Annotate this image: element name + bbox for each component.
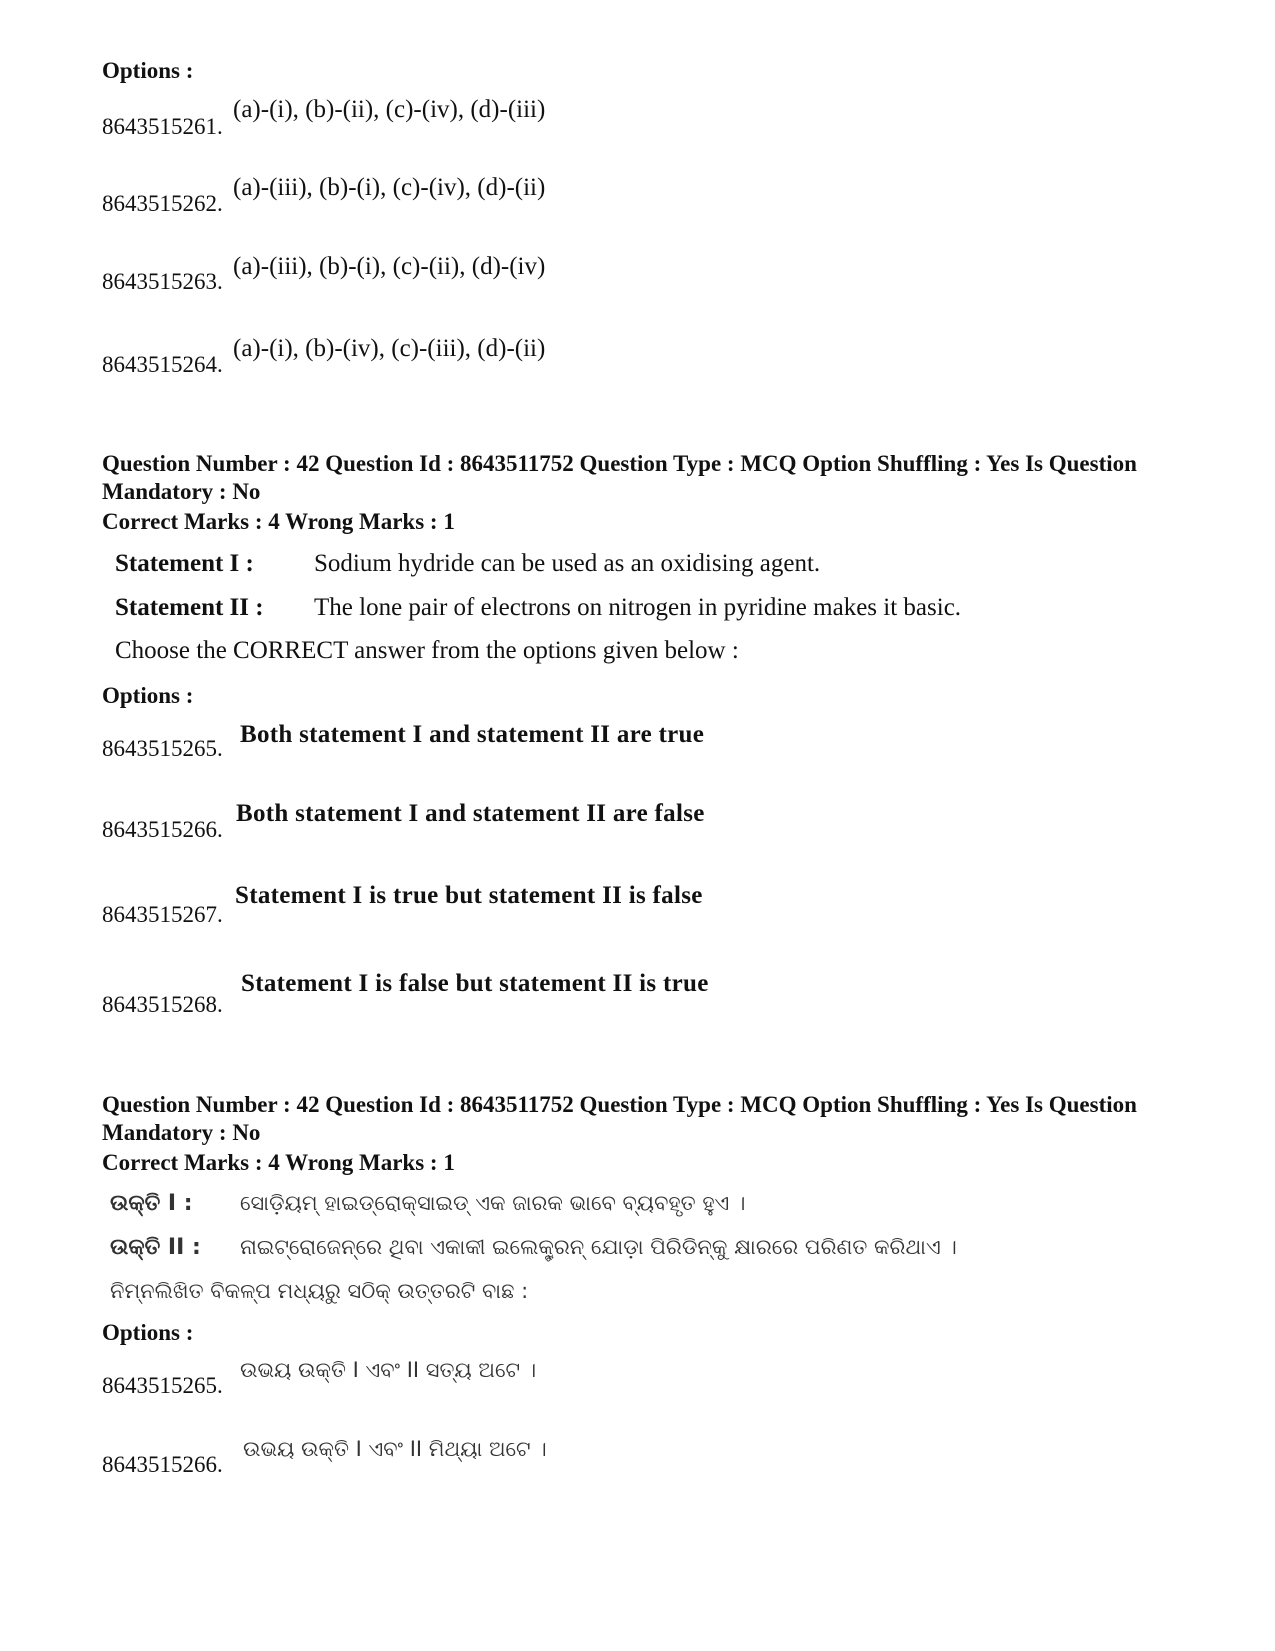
statement-1-text: Sodium hydride can be used as an oxidising agent. bbox=[314, 550, 821, 577]
statement-1-text: ସୋଡ଼ିୟମ୍ ହାଇଡ୍ରୋକ୍ସାଇଡ୍ ଏକ ଜାରକ ଭାବେ ବ୍ୟବହୃତ ହୁଏ । bbox=[240, 1191, 746, 1215]
option-id: 8643515262. bbox=[102, 191, 223, 216]
options-label: Options : bbox=[102, 1320, 194, 1345]
option-text: (a)-(i), (b)-(iv), (c)-(iii), (d)-(ii) bbox=[233, 335, 546, 362]
statement-1 bbox=[115, 550, 1115, 584]
option-text: ଉଭୟ ଉକ୍ତି I ଏବଂ II ସତ୍ୟ ଅଟେ । bbox=[240, 1358, 537, 1382]
statement-1-label: Statement I : bbox=[115, 550, 254, 577]
instruction: ନିମ୍ନଲିଖିତ ବିକଳ୍ପ ମଧ୍ୟରୁ ସଠିକ୍ ଉତ୍ତରଟି ବାଛ : bbox=[110, 1279, 529, 1303]
instruction: Choose the CORRECT answer from the options given below : bbox=[115, 637, 739, 664]
option-id: 8643515266. bbox=[102, 817, 223, 842]
options-label: Options : bbox=[102, 58, 194, 83]
statement-2-label: Statement II : bbox=[115, 594, 264, 621]
option-id: 8643515264. bbox=[102, 352, 223, 377]
option-text: (a)-(i), (b)-(ii), (c)-(iv), (d)-(iii) bbox=[233, 96, 546, 123]
option-id: 8643515266. bbox=[102, 1452, 223, 1477]
option-text: ଉଭୟ ଉକ୍ତି I ଏବଂ II ମିଥ୍ୟା ଅଟେ । bbox=[243, 1437, 547, 1461]
option-id: 8643515265. bbox=[102, 736, 223, 761]
option-text: Both statement I and statement II are false bbox=[236, 800, 705, 827]
statement-2-text: The lone pair of electrons on nitrogen in pyridine makes it basic. bbox=[314, 594, 962, 621]
statement-2 bbox=[110, 1235, 1160, 1267]
question-header: Question Number : 42 Question Id : 8643511752 Question Type : MCQ Option Shuffling : Yes Is Question Mandatory : No bbox=[102, 451, 1137, 504]
option-text: (a)-(iii), (b)-(i), (c)-(ii), (d)-(iv) bbox=[233, 253, 546, 280]
option-text: Statement I is false but statement II is true bbox=[241, 970, 709, 997]
statement-2 bbox=[115, 594, 1115, 628]
option-text: (a)-(iii), (b)-(i), (c)-(iv), (d)-(ii) bbox=[233, 174, 546, 201]
option-id: 8643515261. bbox=[102, 114, 223, 139]
option-id: 8643515267. bbox=[102, 902, 223, 927]
statement-1 bbox=[110, 1191, 1160, 1223]
option-id: 8643515265. bbox=[102, 1373, 223, 1398]
statement-1-label: ଉକ୍ତି I : bbox=[110, 1191, 193, 1216]
option-id: 8643515268. bbox=[102, 992, 223, 1017]
option-text: Statement I is true but statement II is false bbox=[235, 882, 703, 909]
marks-line: Correct Marks : 4 Wrong Marks : 1 bbox=[102, 509, 455, 534]
marks-line: Correct Marks : 4 Wrong Marks : 1 bbox=[102, 1150, 455, 1175]
option-id: 8643515263. bbox=[102, 269, 223, 294]
statement-2-label: ଉକ୍ତି II : bbox=[110, 1235, 201, 1260]
option-text: Both statement I and statement II are true bbox=[240, 721, 705, 748]
question-header: Question Number : 42 Question Id : 8643511752 Question Type : MCQ Option Shuffling : Yes Is Question Mandatory : No bbox=[102, 1092, 1137, 1145]
statement-2-text: ନାଇଟ୍ରୋଜେନ୍‌ରେ ଥିବା ଏକାକୀ ଇଲେକ୍ଟ୍ରନ୍ ଯୋଡ଼ା ପିରିଡିନ୍‌କୁ କ୍ଷାରରେ ପରିଣତ କରିଥାଏ । bbox=[240, 1235, 957, 1259]
options-label: Options : bbox=[102, 683, 194, 708]
